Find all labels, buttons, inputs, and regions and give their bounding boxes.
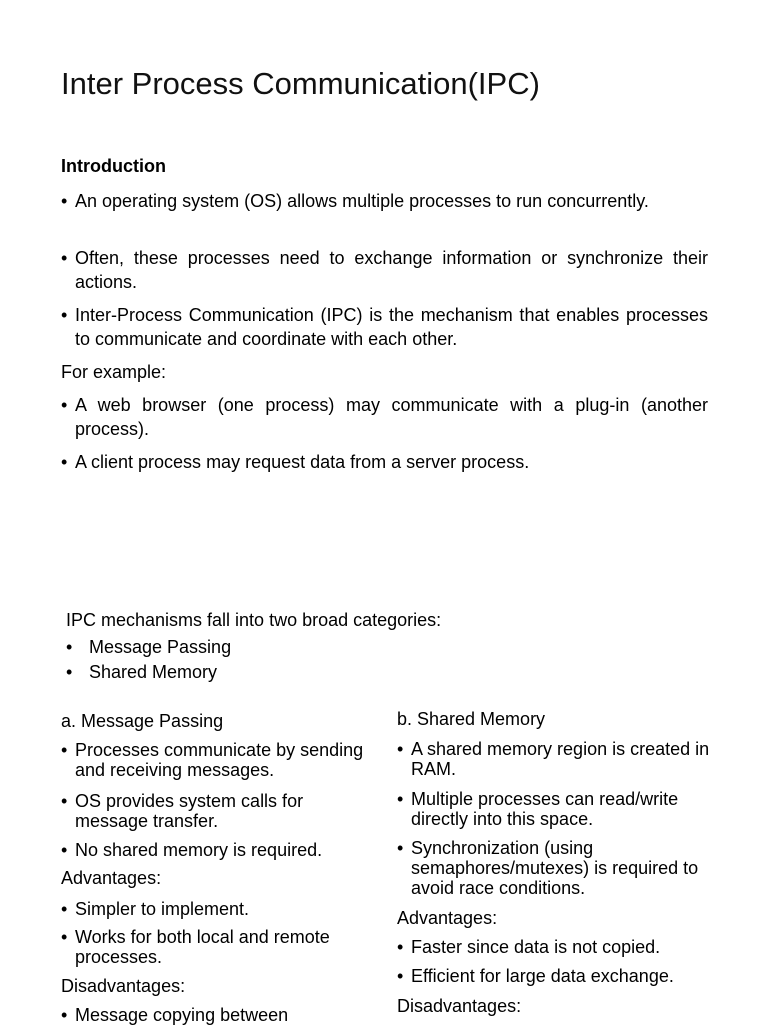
bullet-icon: • bbox=[61, 305, 68, 325]
shared-memory-point: • A shared memory region is created in RAM. bbox=[397, 739, 710, 779]
shared-memory-heading: b. Shared Memory bbox=[397, 709, 546, 729]
bullet-icon: • bbox=[397, 838, 404, 858]
shared-memory-disadvantages-label: Disadvantages: bbox=[397, 996, 522, 1016]
example-label: For example: bbox=[61, 362, 167, 382]
bullet-icon: • bbox=[397, 789, 404, 809]
bullet-icon: • bbox=[61, 395, 68, 415]
category-item: • Shared Memory bbox=[66, 662, 218, 682]
bullet-icon: • bbox=[397, 739, 404, 759]
bullet-icon: • bbox=[61, 1005, 68, 1025]
example-bullet: • A web browser (one process) may communicate with a plug-in (another process). bbox=[61, 395, 708, 439]
shared-memory-point: • Synchronization (using semaphores/mutexes) is required to avoid race conditions. bbox=[397, 838, 699, 898]
bullet-icon: • bbox=[61, 248, 68, 268]
message-passing-point: • OS provides system calls for message transfer. bbox=[61, 791, 304, 831]
message-passing-advantage: • Simpler to implement. bbox=[61, 899, 250, 919]
bullet-icon: • bbox=[61, 927, 68, 947]
intro-bullet: • Inter-Process Communication (IPC) is the mechanism that enables processes to communicate and coordinate with each other. bbox=[61, 305, 708, 349]
category-item: • Message Passing bbox=[66, 637, 232, 657]
bullet-icon: • bbox=[397, 937, 404, 957]
bullet-icon: • bbox=[397, 966, 404, 986]
bullet-icon: • bbox=[61, 791, 68, 811]
message-passing-advantages-label: Advantages: bbox=[61, 868, 162, 888]
shared-memory-advantage: • Faster since data is not copied. bbox=[397, 937, 661, 957]
bullet-icon: • bbox=[61, 899, 68, 919]
bullet-icon: • bbox=[61, 740, 68, 760]
message-passing-point: • No shared memory is required. bbox=[61, 840, 323, 860]
example-bullet: • A client process may request data from a server process. bbox=[61, 452, 530, 472]
message-passing-heading: a. Message Passing bbox=[61, 711, 224, 731]
page-title: Inter Process Communication(IPC) bbox=[61, 66, 540, 101]
message-passing-point: • Processes communicate by sending and receiving messages. bbox=[61, 740, 364, 780]
bullet-icon: • bbox=[61, 191, 68, 211]
intro-bullet: • An operating system (OS) allows multiple processes to run concurrently. bbox=[61, 191, 649, 211]
message-passing-disadvantages-label: Disadvantages: bbox=[61, 976, 186, 996]
bullet-icon: • bbox=[61, 840, 68, 860]
bullet-icon: • bbox=[66, 662, 73, 682]
bullet-icon: • bbox=[61, 452, 68, 472]
message-passing-advantage: • Works for both local and remote processes. bbox=[61, 927, 330, 967]
shared-memory-point: • Multiple processes can read/write directly into this space. bbox=[397, 789, 679, 829]
shared-memory-advantages-label: Advantages: bbox=[397, 908, 498, 928]
intro-bullet: • Often, these processes need to exchange information or synchronize their actions. bbox=[61, 248, 708, 292]
categories-intro: IPC mechanisms fall into two broad categories: bbox=[66, 610, 442, 630]
shared-memory-advantage: • Efficient for large data exchange. bbox=[397, 966, 674, 986]
message-passing-disadvantage: • Message copying between bbox=[61, 1005, 289, 1025]
bullet-icon: • bbox=[66, 637, 73, 657]
section-heading-introduction: Introduction bbox=[61, 156, 166, 176]
